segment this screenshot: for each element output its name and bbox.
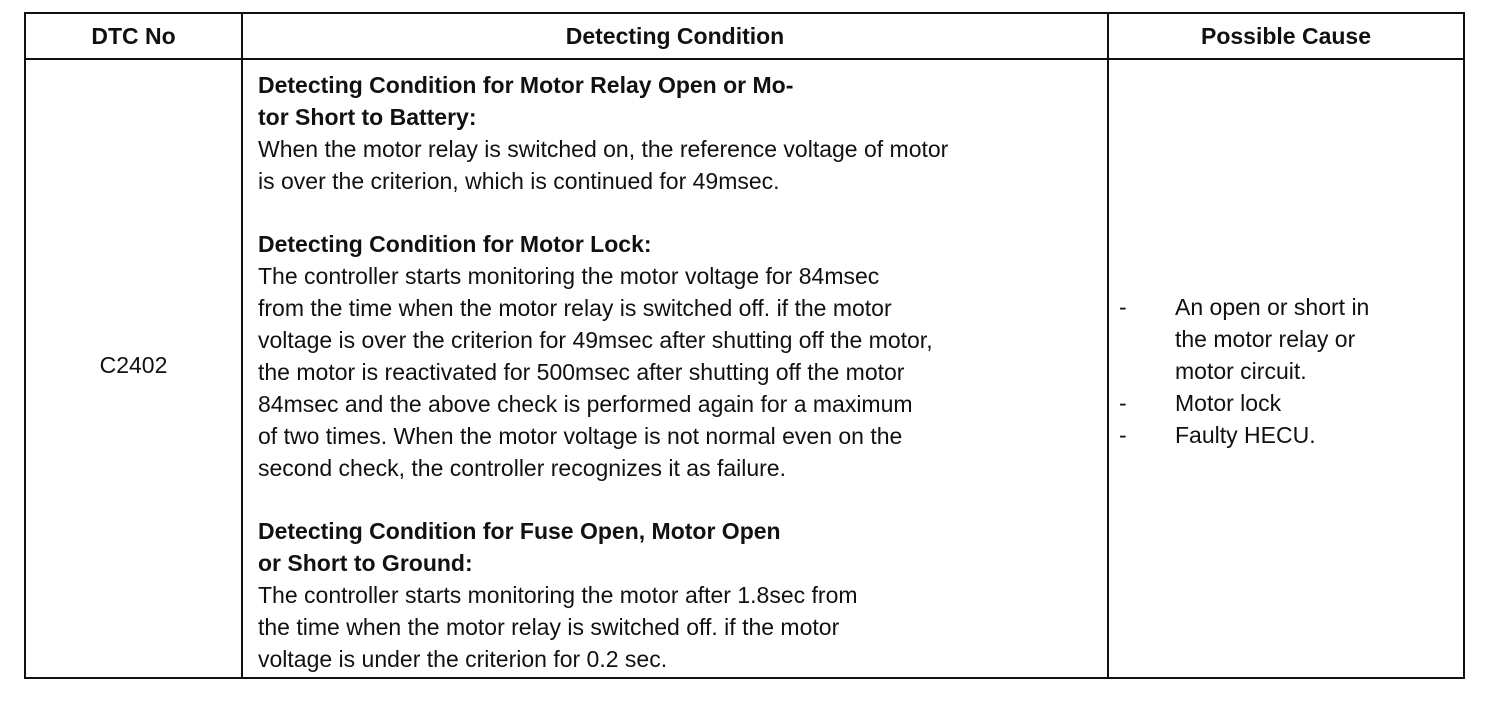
bullet-dash: - [1119,390,1127,416]
cause-item [1119,387,1459,419]
column-divider [241,14,243,677]
condition-text-line: The controller starts monitoring the motor voltage for 84msec [258,263,880,289]
condition-block-fuse-open [258,515,1098,675]
condition-block-relay-open [258,69,1098,197]
cause-item [1119,419,1459,451]
detecting-condition-cell [258,69,1098,675]
condition-title-line: or Short to Ground: [258,550,473,576]
condition-text-line: 84msec and the above check is performed again for a maximum [258,391,913,417]
cause-text-line: Motor lock [1175,390,1282,416]
bullet-dash: - [1119,422,1127,448]
header-dtc-no: DTC No [91,23,176,49]
condition-block-motor-lock [258,228,1098,484]
dtc-table [24,12,1465,679]
condition-text-line: second check, the controller recognizes it as failure. [258,455,786,481]
header-detecting-condition: Detecting Condition [565,23,785,49]
condition-title-line: Detecting Condition for Fuse Open, Motor Open [258,518,781,544]
dtc-code: C2402 [99,352,168,378]
column-divider [1107,14,1109,677]
cause-item [1119,291,1459,387]
header-possible-cause: Possible Cause [1200,23,1372,49]
cause-text-line: An open or short in [1175,294,1370,320]
condition-text-line: voltage is over the criterion for 49msec after shutting off the motor, [258,327,933,353]
condition-title-line: tor Short to Battery: [258,104,477,130]
condition-text-line: When the motor relay is switched on, the reference voltage of motor [258,136,949,162]
condition-text-line: from the time when the motor relay is switched off. if the motor [258,295,892,321]
cause-text-line: the motor relay or [1175,326,1356,352]
condition-title-line: Detecting Condition for Motor Relay Open or Mo- [258,72,794,98]
cause-text-line: motor circuit. [1175,358,1307,384]
condition-text-line: voltage is under the criterion for 0.2 sec. [258,646,668,672]
header-divider [26,58,1463,60]
condition-text-line: The controller starts monitoring the motor after 1.8sec from [258,582,858,608]
bullet-dash: - [1119,294,1127,320]
condition-text-line: the motor is reactivated for 500msec after shutting off the motor [258,359,905,385]
cause-text-line: Faulty HECU. [1175,422,1316,448]
condition-text-line: the time when the motor relay is switched off. if the motor [258,614,840,640]
condition-title-line: Detecting Condition for Motor Lock: [258,231,652,257]
possible-cause-cell [1119,291,1459,451]
condition-text-line: is over the criterion, which is continued for 49msec. [258,168,780,194]
condition-text-line: of two times. When the motor voltage is not normal even on the [258,423,903,449]
